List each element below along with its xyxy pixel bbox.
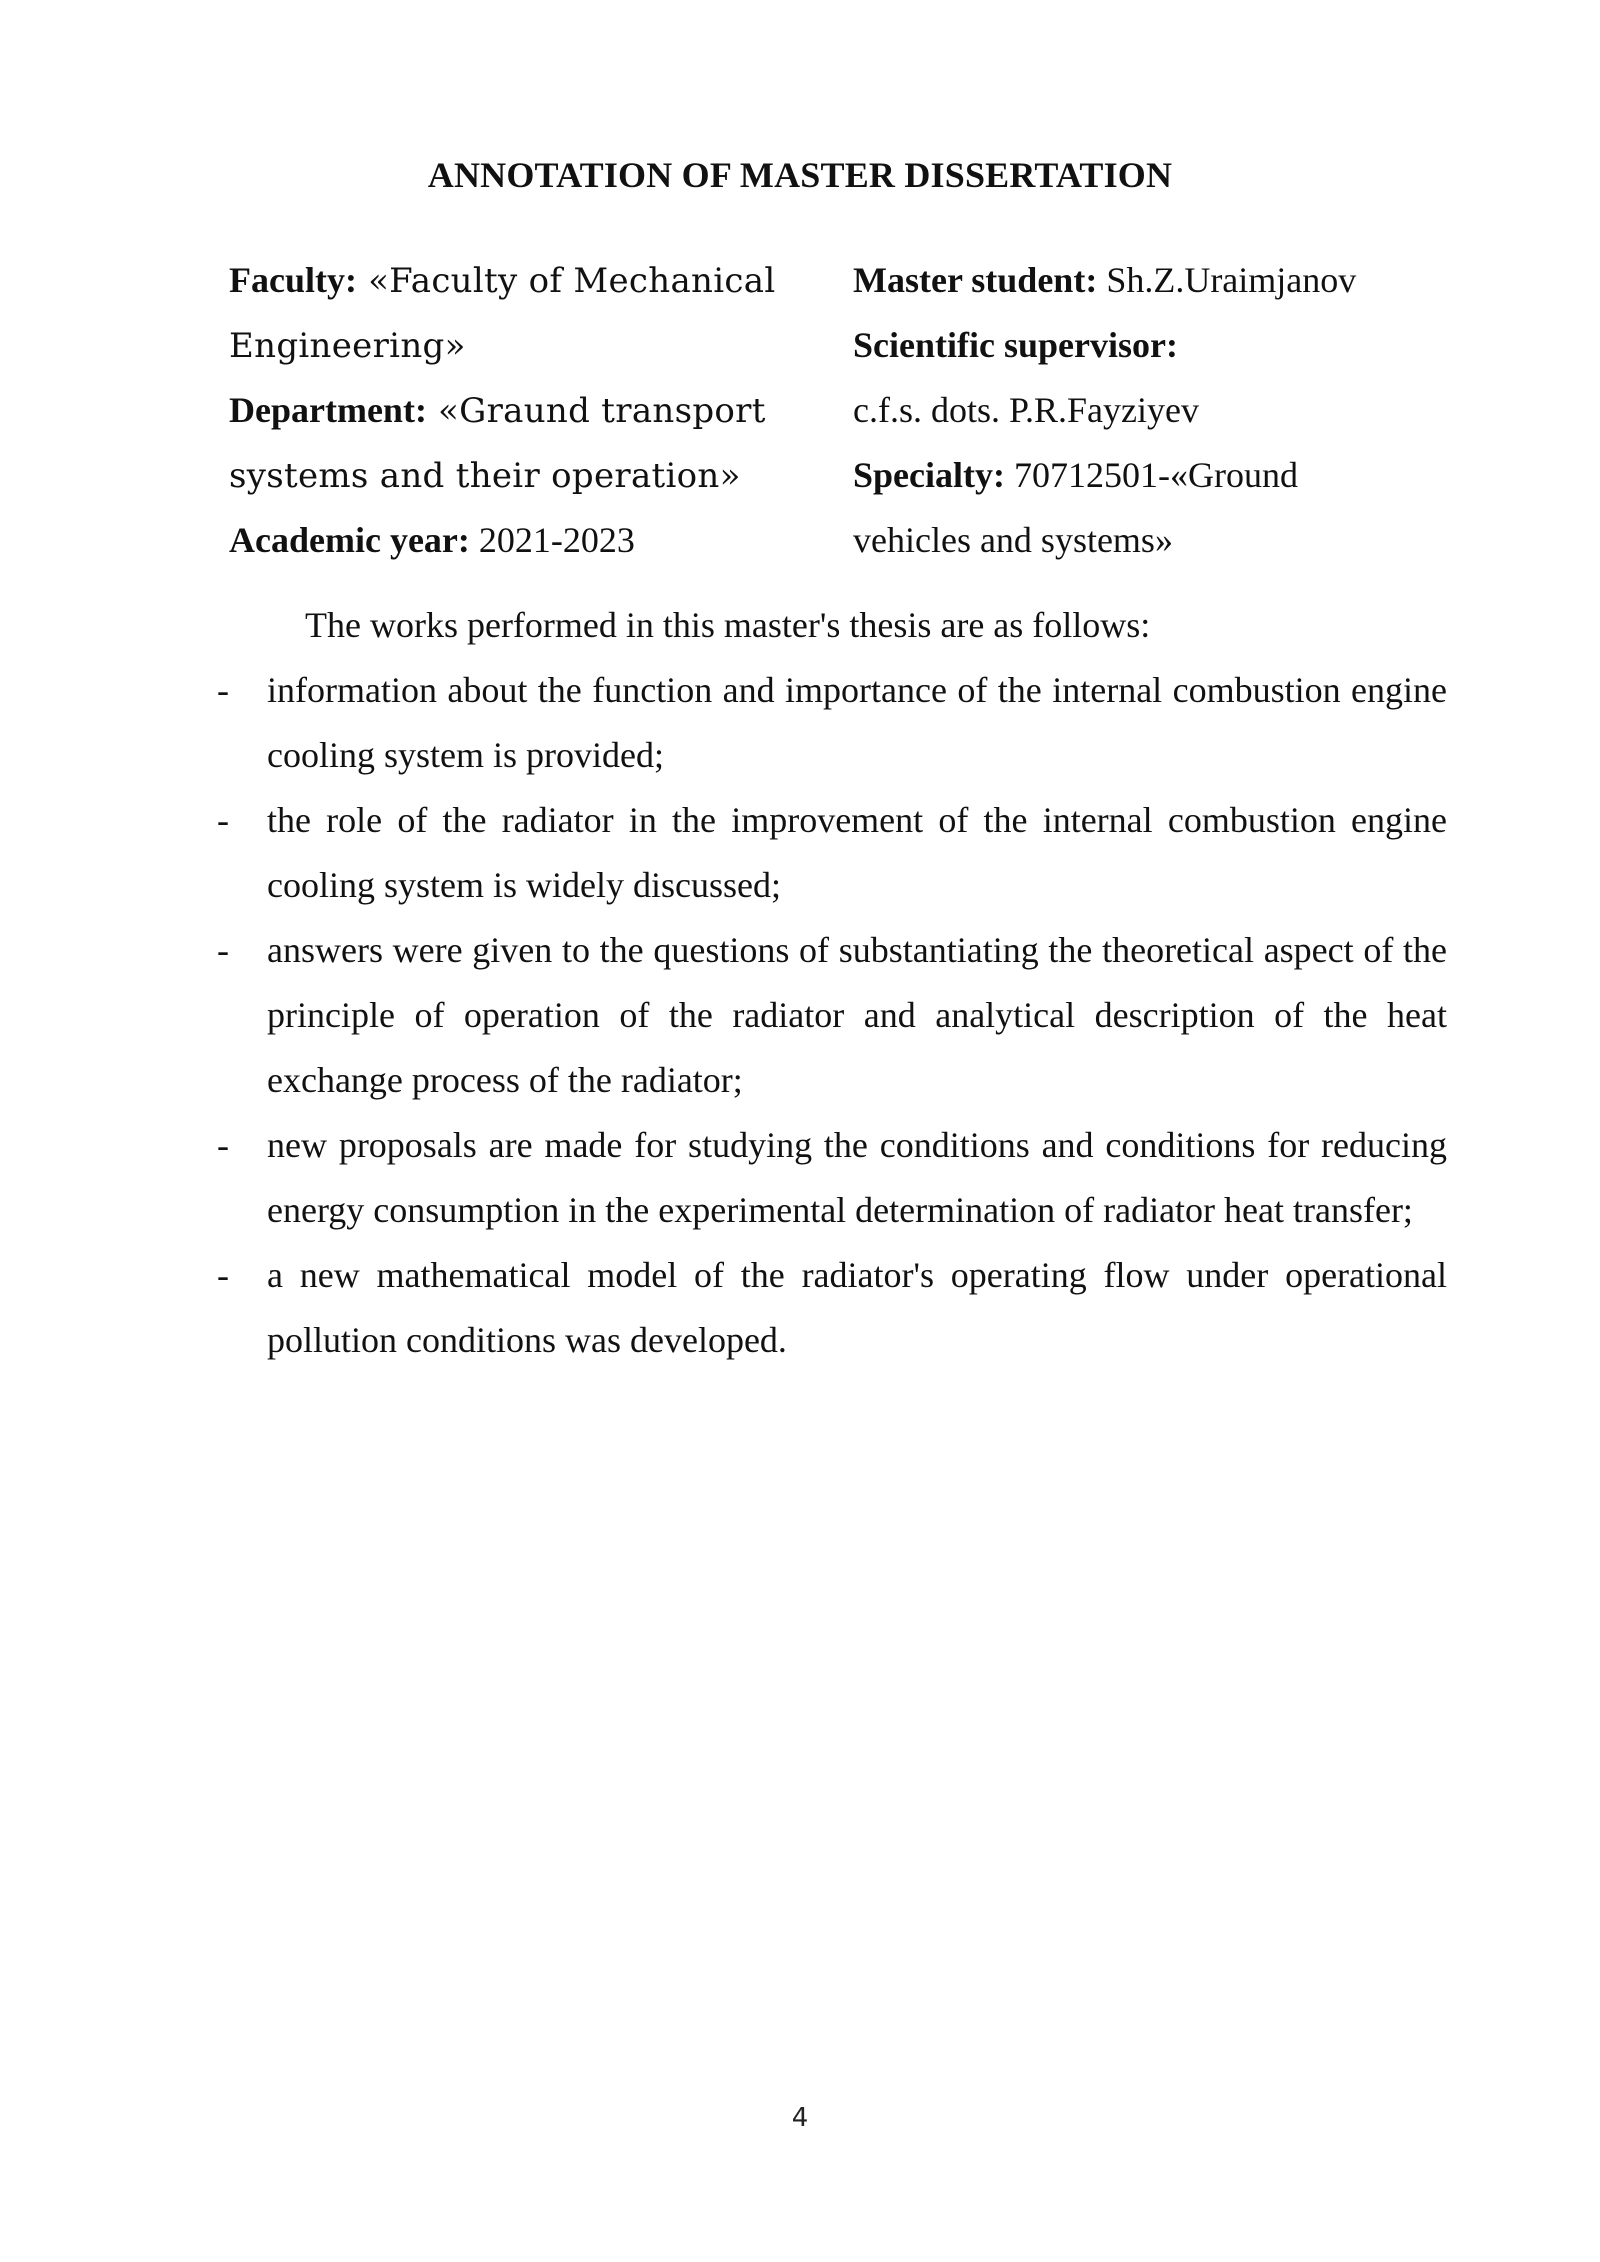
department-value: «Graund transport [426,391,766,431]
faculty-value-continued: Engineering» [229,326,466,366]
specialty-line-1 [853,443,1413,508]
faculty-value: «Faculty of Mechanical [356,261,776,301]
department-line-1 [229,378,789,443]
list-dash: - [217,800,229,840]
department-line-2 [229,443,789,508]
list-item-text: new proposals are made for studying the conditions and conditions for reducing energy consumption in the experimental determination of radiator heat transfer; [267,1125,1447,1230]
list-item [215,918,1447,1113]
intro-paragraph: The works performed in this master's thesis are as follows: [305,605,1151,645]
department-label: Department: [229,390,427,430]
list-item [215,1243,1447,1373]
list-item-text: information about the function and importance of the internal combustion engine cooling system is provided; [267,670,1447,775]
supervisor-value-line [853,378,1413,443]
specialty-label: Specialty: [853,455,1005,495]
list-dash: - [217,1125,229,1165]
academic-year-value: 2021-2023 [469,520,635,560]
specialty-line-2 [853,508,1413,573]
page-title: ANNOTATION OF MASTER DISSERTATION [427,155,1173,195]
list-item-text: the role of the radiator in the improvement of the internal combustion engine cooling system is widely discussed; [267,800,1447,905]
faculty-line-1 [229,248,789,313]
department-value-continued: systems and their operation» [229,456,741,496]
list-item-text: a new mathematical model of the radiator's operating flow under operational pollution conditions was developed. [267,1255,1447,1360]
info-left-column [229,248,789,573]
supervisor-value: c.f.s. dots. P.R.Fayziyev [853,390,1199,430]
specialty-value: 70712501-«Ground [1004,455,1298,495]
list-dash: - [217,1255,229,1295]
list-dash: - [217,670,229,710]
academic-year-label: Academic year: [229,520,470,560]
master-student-value: Sh.Z.Uraimjanov [1097,260,1357,300]
specialty-value-continued: vehicles and systems» [853,520,1173,560]
list-item-text: answers were given to the questions of substantiating the theoretical aspect of the principle of operation of the radiator and analytical description of the heat exchange process of the radiator; [267,930,1447,1100]
list-item [215,1113,1447,1243]
master-student-label: Master student: [853,260,1098,300]
works-list [215,658,1447,1373]
faculty-line-2 [229,313,789,378]
faculty-label: Faculty: [229,260,357,300]
supervisor-label: Scientific supervisor: [853,325,1178,365]
supervisor-line [853,313,1413,378]
page-number: 4 [791,2103,809,2133]
list-dash: - [217,930,229,970]
info-right-column [853,248,1413,573]
list-item [215,788,1447,918]
list-item [215,658,1447,788]
academic-year-line [229,508,789,573]
master-student-line [853,248,1413,313]
